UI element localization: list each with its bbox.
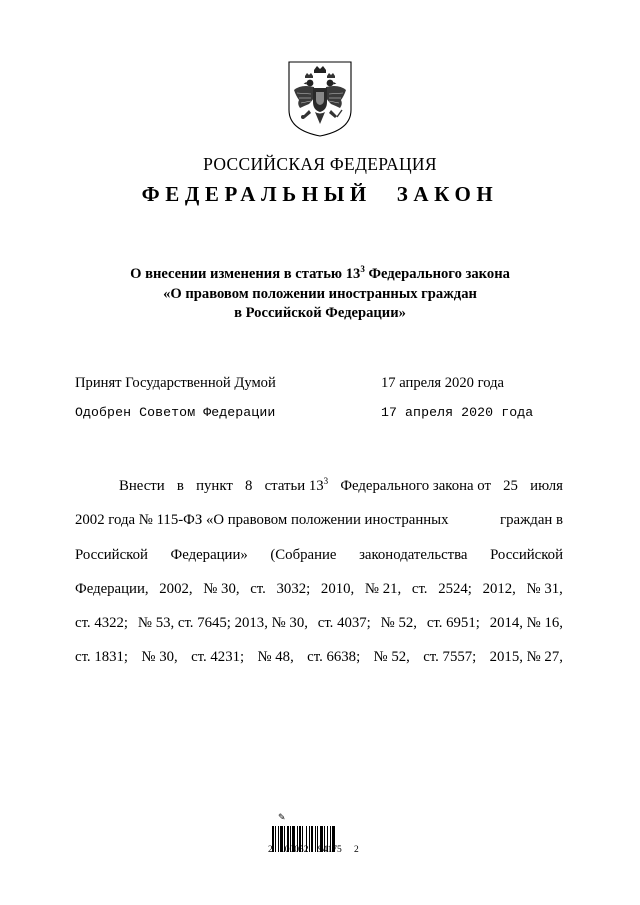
body-word: № 21, <box>364 580 402 597</box>
body-word: ст. 7557; <box>423 649 477 666</box>
body-line <box>75 547 563 581</box>
body-word: Российской <box>490 546 563 563</box>
body-word: 8 <box>245 478 253 494</box>
body-text <box>75 478 563 684</box>
body-word: Российской <box>75 546 148 563</box>
barcode-digit-group: 2 <box>268 845 273 855</box>
barcode-digit-group: 2 <box>354 845 359 855</box>
body-word: Внести <box>119 478 165 494</box>
body-word: ст. <box>250 580 266 597</box>
barcode-bar <box>275 826 276 852</box>
duma-date: 17 апреля 2020 года <box>381 375 504 391</box>
body-word: № 52, <box>373 649 410 666</box>
country-name: РОССИЙСКАЯ ФЕДЕРАЦИЯ <box>203 154 437 174</box>
duma-label: Принят Государственной Думой <box>75 375 276 391</box>
body-line <box>75 581 563 615</box>
body-word: 2012, <box>482 580 516 597</box>
body-word: ст. 1831; <box>75 649 129 666</box>
article-superscript: 3 <box>323 476 329 487</box>
body-word: № 31, <box>526 580 563 597</box>
body-line <box>75 615 563 649</box>
body-word: статьи $13^3$ <box>264 476 329 494</box>
body-word: № 53, ст. 7645; 2013, № 30, <box>137 615 308 632</box>
barcode <box>268 812 360 868</box>
body-word: Федерации» <box>170 546 248 563</box>
body-word: 2015, № 27, <box>489 649 563 666</box>
body-word: 2010, <box>320 580 355 597</box>
barcode-bar <box>309 826 310 852</box>
body-line <box>75 649 563 683</box>
body-word: ст. 6951; <box>426 615 480 632</box>
law-title-line-2: «О правовом положении иностранных граждан <box>163 285 477 302</box>
body-word: № 30, <box>141 649 178 666</box>
article-superscript: 3 <box>360 264 365 275</box>
law-title-line-1: О внесении изменения в статью $13^3$ Федерального закона <box>130 264 510 282</box>
barcode-digit-group: 94175 <box>318 845 342 855</box>
body-word: в <box>176 478 184 494</box>
body-line <box>75 512 563 546</box>
barcode-bar <box>311 826 313 852</box>
body-word: пункт <box>196 478 233 494</box>
body-word: 3032; <box>276 580 311 597</box>
barcode-bar <box>315 826 316 852</box>
body-word: ст. 6638; <box>307 649 361 666</box>
body-word: № 30, <box>203 580 240 597</box>
barcode-mark-icon: ✎ <box>278 812 286 822</box>
body-word: № 52, <box>380 615 417 632</box>
body-word: Федерального закона от <box>340 478 491 494</box>
council-date: 17 апреля 2020 года <box>381 405 534 420</box>
body-word: 2014, № 16, <box>489 615 563 632</box>
body-word: ст. <box>411 580 428 597</box>
body-word: 2524; <box>438 580 472 597</box>
body-word: ст. 4231; <box>191 649 245 666</box>
body-word: № 48, <box>257 649 294 666</box>
document-type: ФЕДЕРАЛЬНЫЙ ЗАКОН <box>141 182 499 206</box>
law-title-line-3: в Российской Федерации» <box>234 305 406 321</box>
council-label: Одобрен Советом Федерации <box>75 405 276 420</box>
body-line <box>75 478 563 512</box>
coat-of-arms-icon <box>287 60 353 138</box>
law-title <box>0 265 640 324</box>
barcode-digit-group: 100052 <box>280 845 309 855</box>
body-word: июля <box>530 478 563 494</box>
barcode-bar <box>278 826 279 852</box>
body-word: ст. 4322; <box>75 615 129 632</box>
body-word: Федерации, <box>75 580 149 597</box>
body-word: 25 <box>503 478 518 494</box>
body-word: законодательства <box>359 546 468 563</box>
body-word: 2002 года № 115-ФЗ «О правовом положении иностранных <box>75 512 449 529</box>
body-word: (Собрание <box>270 546 337 563</box>
body-word: 2002, <box>159 580 193 597</box>
body-word: ст. 4037; <box>317 615 371 632</box>
body-word: граждан в <box>500 512 563 529</box>
